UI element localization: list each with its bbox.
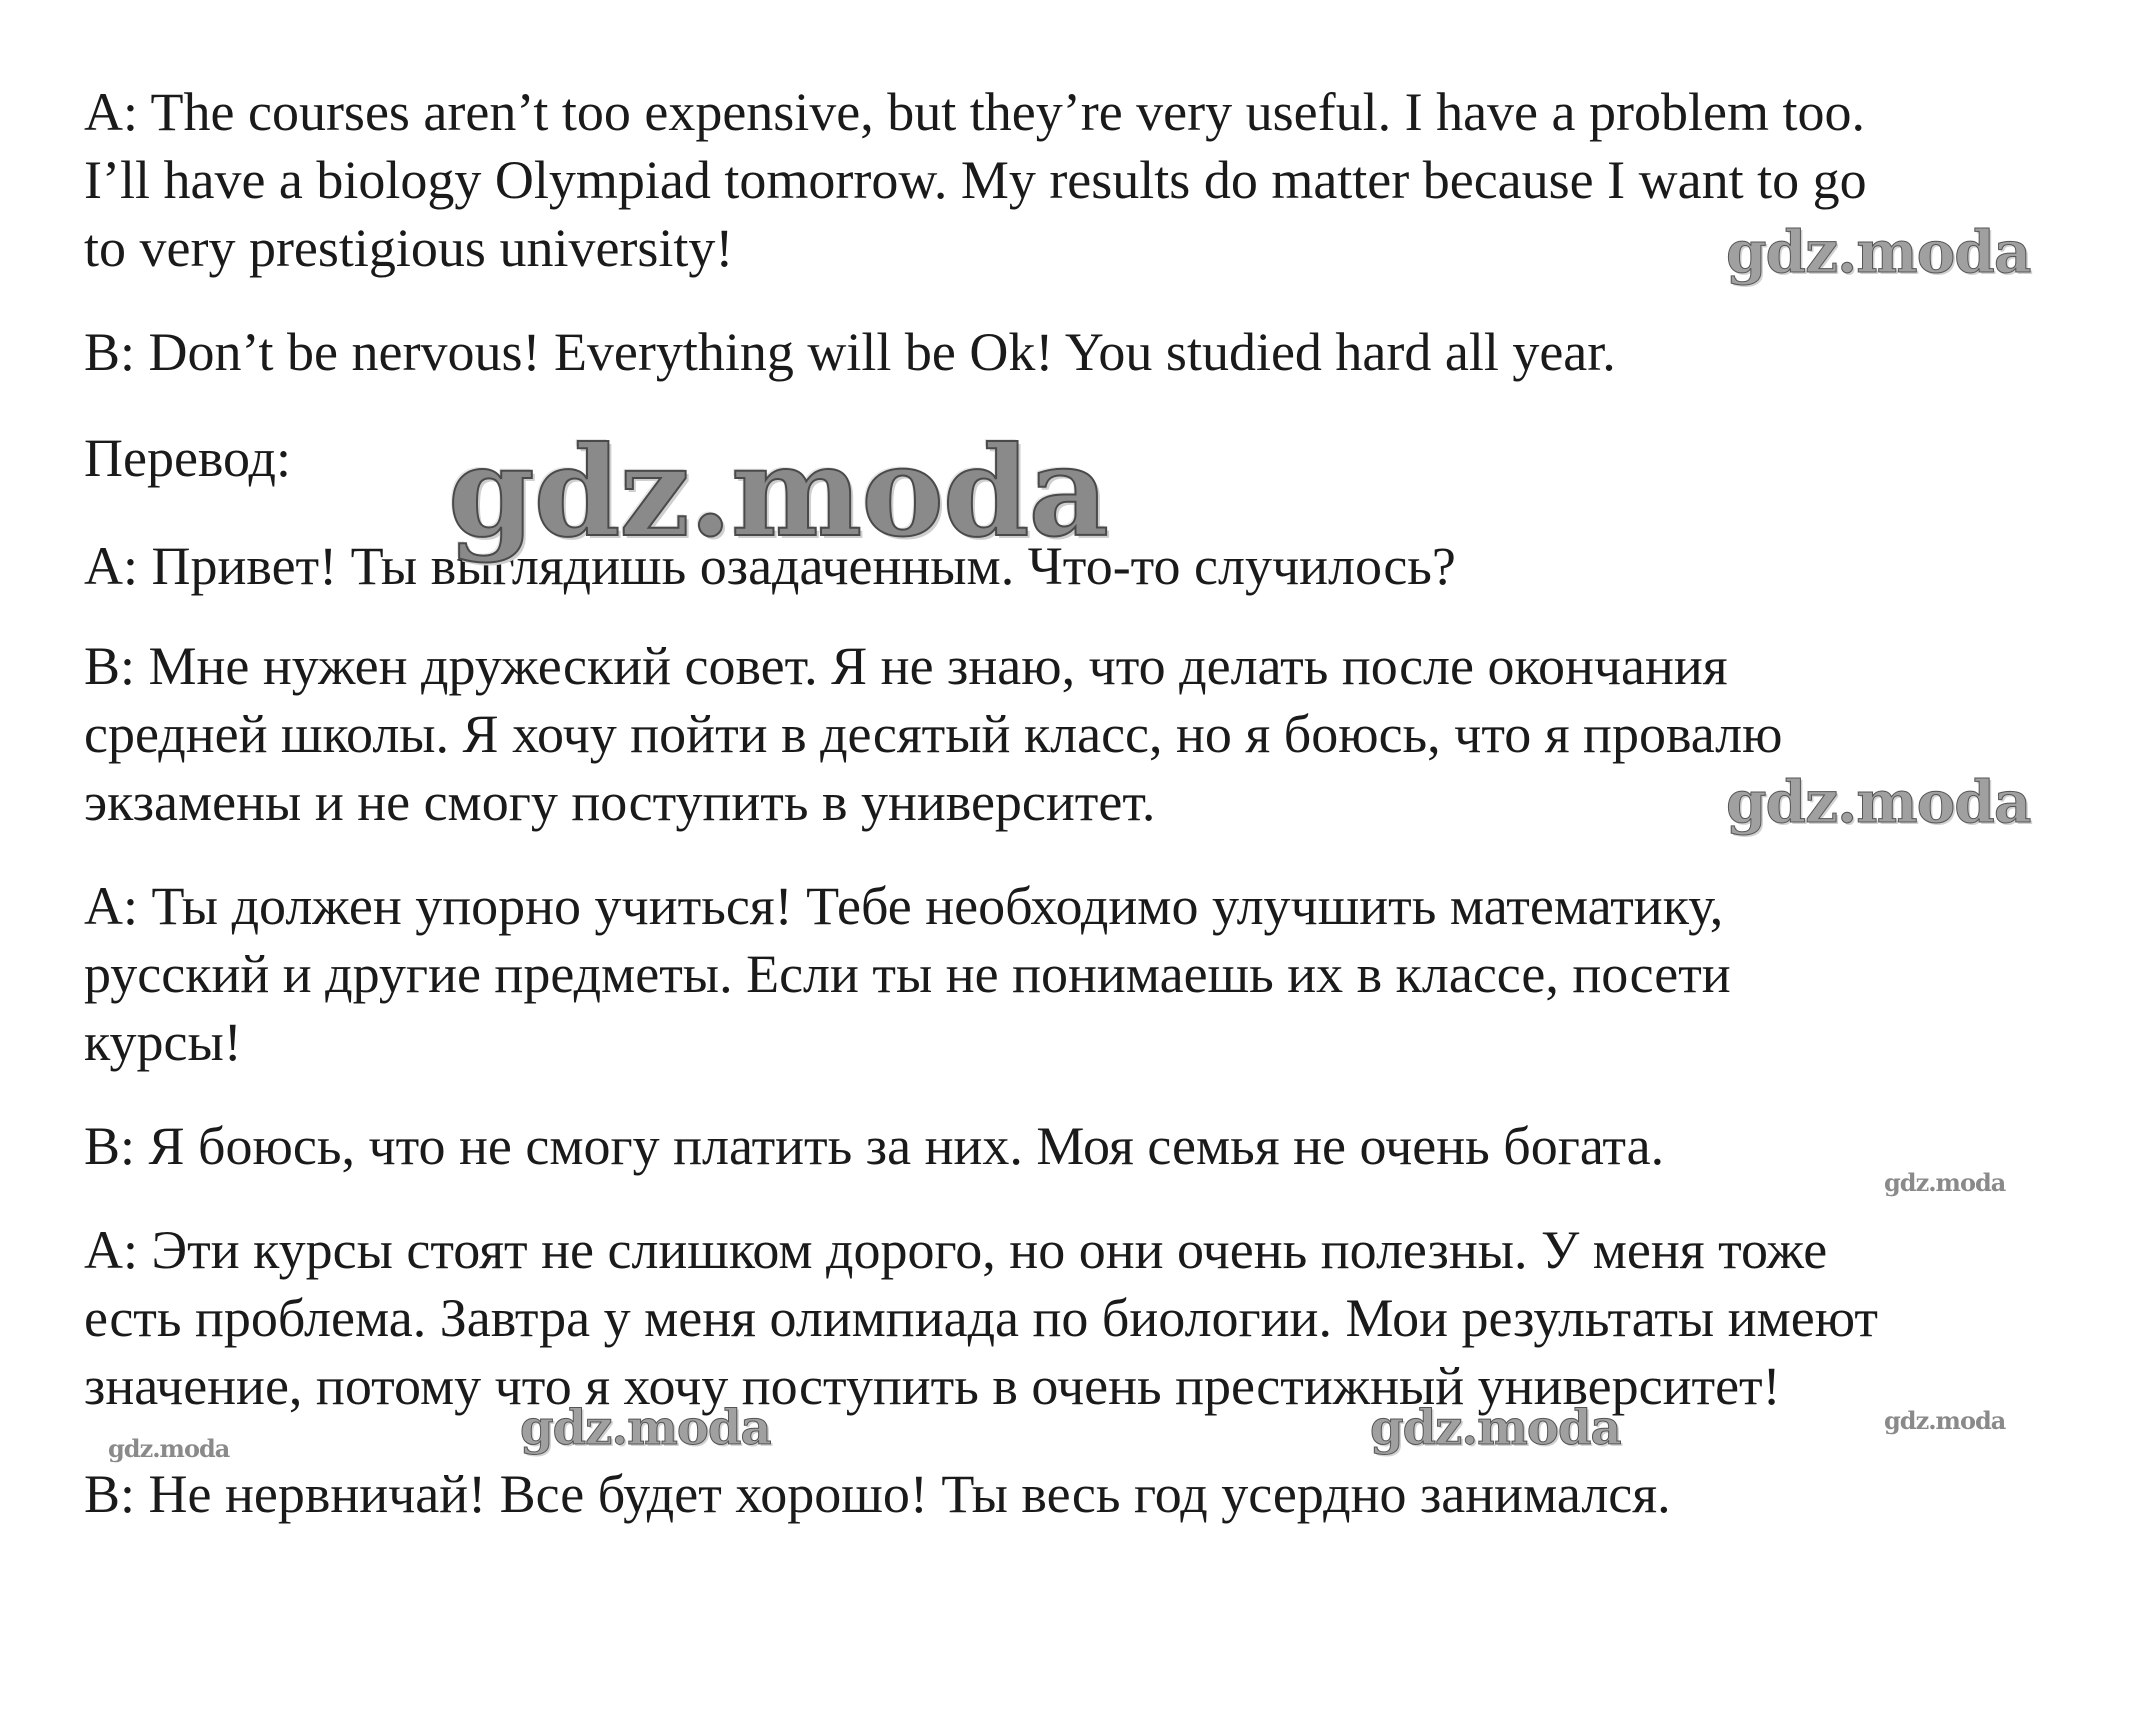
text-line: курсы! bbox=[84, 1012, 242, 1072]
watermark: gdz.moda bbox=[520, 1400, 771, 1456]
text-line: средней школы. Я хочу пойти в десятый класс, но я боюсь, что я провалю bbox=[84, 704, 1783, 764]
dialogue-paragraph-2 bbox=[84, 318, 2104, 386]
text-line: A: Эти курсы стоят не слишком дорого, но они очень полезны. У меня тоже bbox=[84, 1220, 1828, 1280]
text-line: A: Привет! Ты выглядишь озадаченным. Что-то случилось? bbox=[84, 536, 1456, 596]
text-line: A: The courses aren’t too expensive, but they’re very useful. I have a problem too. bbox=[84, 82, 1865, 142]
text-line: to very prestigious university! bbox=[84, 218, 734, 278]
text-line: B: Мне нужен дружеский совет. Я не знаю, что делать после окончания bbox=[84, 636, 1728, 696]
text-line: Перевод: bbox=[84, 428, 291, 488]
text-line: B: Не нервничай! Все будет хорошо! Ты весь год усердно занимался. bbox=[84, 1464, 1671, 1524]
watermark: gdz.moda bbox=[448, 420, 1108, 565]
text-line: B: Я боюсь, что не смогу платить за них. Моя семья не очень богата. bbox=[84, 1116, 1665, 1176]
text-line: I’ll have a biology Olympiad tomorrow. My results do matter because I want to go bbox=[84, 150, 1867, 210]
dialogue-paragraph-8 bbox=[84, 1216, 2104, 1420]
text-line: A: Ты должен упорно учиться! Тебе необходимо улучшить математику, bbox=[84, 876, 1724, 936]
watermark: gdz.moda bbox=[1884, 1168, 2006, 1197]
dialogue-paragraph-6 bbox=[84, 872, 2104, 1076]
watermark: gdz.moda bbox=[1884, 1406, 2006, 1435]
text-line: русский и другие предметы. Если ты не понимаешь их в классе, посети bbox=[84, 944, 1731, 1004]
text-line: экзамены и не смогу поступить в университет. bbox=[84, 772, 1156, 832]
watermark: gdz.moda bbox=[108, 1434, 230, 1463]
watermark: gdz.moda bbox=[1726, 768, 2031, 836]
dialogue-paragraph-9 bbox=[84, 1460, 2104, 1528]
watermark: gdz.moda bbox=[1370, 1400, 1621, 1456]
text-line: значение, потому что я хочу поступить в очень престижный университет! bbox=[84, 1356, 1781, 1416]
watermark: gdz.moda bbox=[1726, 218, 2031, 286]
text-line: B: Don’t be nervous! Everything will be Ok! You studied hard all year. bbox=[84, 322, 1616, 382]
text-line: есть проблема. Завтра у меня олимпиада по биологии. Мои результаты имеют bbox=[84, 1288, 1878, 1348]
dialogue-paragraph-7 bbox=[84, 1112, 2104, 1180]
